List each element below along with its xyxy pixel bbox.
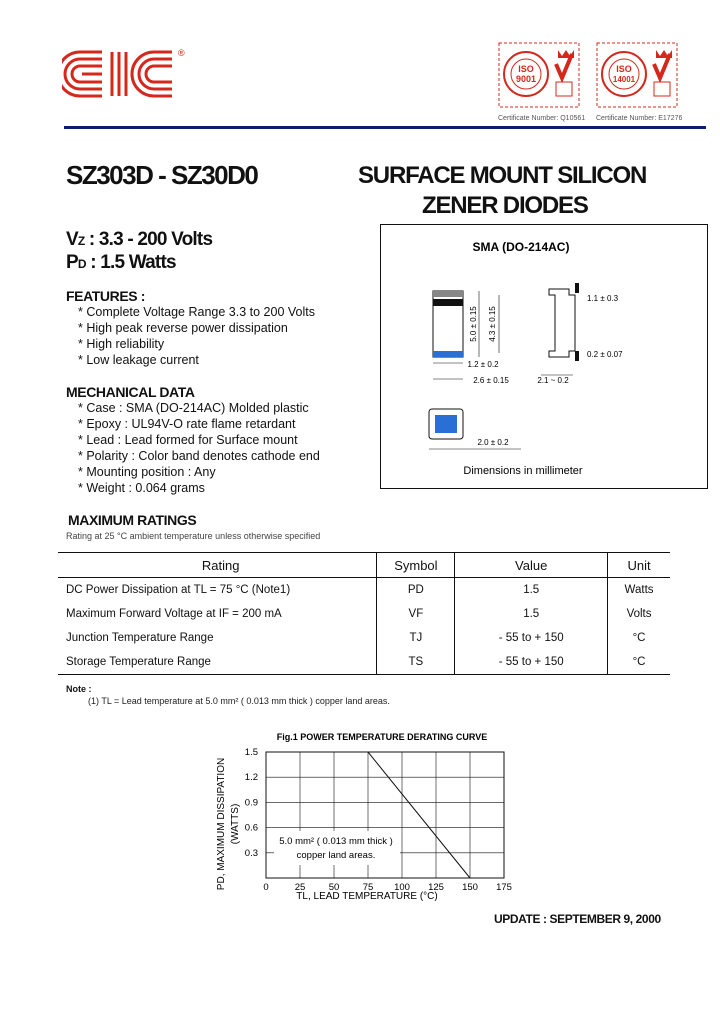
dim-lead-thickness: 0.2 ± 0.07 xyxy=(587,350,623,359)
dim-band: 1.2 ± 0.2 xyxy=(467,360,499,369)
cert1-number: Certificate Number: Q10561 xyxy=(498,115,586,122)
header-rule xyxy=(64,126,706,129)
x-tick-label: 50 xyxy=(328,882,340,893)
dim-length-inner: 4.3 ± 0.15 xyxy=(488,306,497,342)
x-tick-label: 0 xyxy=(263,882,269,893)
chart-ylabel-line2: (WATTS) xyxy=(230,803,241,845)
pd-spec: PD : 1.5 Watts xyxy=(66,252,176,273)
note-heading: Note : xyxy=(66,684,92,694)
feature-item: * High reliability xyxy=(78,337,165,351)
cell-symbol: TS xyxy=(377,650,455,675)
y-tick-label: 0.9 xyxy=(244,797,258,809)
package-outline-box xyxy=(380,224,708,489)
svg-text:ISO: ISO xyxy=(518,64,534,74)
cell-symbol: TJ xyxy=(377,626,455,650)
cert2-number: Certificate Number: E17276 xyxy=(596,115,683,122)
cell-rating: Storage Temperature Range xyxy=(58,650,377,675)
x-tick-label: 150 xyxy=(462,882,478,893)
dim-width: 2.6 ± 0.15 xyxy=(473,376,509,385)
cell-rating: DC Power Dissipation at TL = 75 °C (Note1) xyxy=(66,584,291,596)
cell-unit: °C xyxy=(608,650,670,675)
cell-symbol: PD xyxy=(377,578,455,603)
eic-logo xyxy=(62,44,192,102)
ratings-table xyxy=(58,552,670,675)
cell-symbol: VF xyxy=(377,602,455,626)
y-tick-label: 0.3 xyxy=(244,847,258,859)
cell-rating: Maximum Forward Voltage at IF = 200 mA xyxy=(66,608,282,620)
cell-unit: Watts xyxy=(608,578,670,603)
x-tick-label: 175 xyxy=(496,882,512,893)
product-title-line1: SURFACE MOUNT SILICON xyxy=(358,162,647,189)
table-header-row xyxy=(58,553,670,578)
y-tick-label: 1.5 xyxy=(244,747,258,758)
cell-value: 1.5 xyxy=(455,602,608,626)
dim-pad: 2.0 ± 0.2 xyxy=(477,438,509,447)
package-title: SMA (DO-214AC) xyxy=(472,240,570,254)
table-row xyxy=(58,602,670,626)
features-heading: FEATURES : xyxy=(66,288,145,304)
mechanical-item: * Weight : 0.064 grams xyxy=(78,481,205,495)
part-number: SZ303D - SZ30D0 xyxy=(66,160,258,190)
mechanical-item: * Lead : Lead formed for Surface mount xyxy=(78,433,298,447)
note-text: (1) TL = Lead temperature at 5.0 mm² ( 0.013 mm thick ) copper land areas. xyxy=(88,696,390,706)
dim-lead: 1.1 ± 0.3 xyxy=(587,294,619,303)
col-unit: Unit xyxy=(608,553,670,578)
y-tick-label: 1.2 xyxy=(244,772,258,784)
product-title-line2: ZENER DIODES xyxy=(422,192,588,219)
feature-item: * High peak reverse power dissipation xyxy=(78,321,288,335)
ratings-subheading: Rating at 25 °C ambient temperature unless otherwise specified xyxy=(66,531,321,541)
chart-xlabel: TL, LEAD TEMPERATURE (°C) xyxy=(296,891,438,902)
update-date: UPDATE : SEPTEMBER 9, 2000 xyxy=(494,912,661,926)
y-tick-label: 0.6 xyxy=(244,822,258,834)
chart-annotation-line2: copper land areas. xyxy=(296,850,376,861)
iso9001-badge xyxy=(498,42,586,122)
col-value: Value xyxy=(455,553,608,578)
registered-mark: ® xyxy=(178,48,185,58)
mechanical-item: * Case : SMA (DO-214AC) Molded plastic xyxy=(78,401,309,415)
table-row xyxy=(58,626,670,650)
svg-text:9001: 9001 xyxy=(515,74,537,84)
chart-annotation-line1: 5.0 mm² ( 0.013 mm thick ) xyxy=(279,836,393,847)
cell-rating: Junction Temperature Range xyxy=(66,632,214,644)
x-tick-label: 125 xyxy=(428,882,444,893)
cell-value: 1.5 xyxy=(455,578,608,603)
mechanical-heading: MECHANICAL DATA xyxy=(66,384,195,400)
cell-unit: Volts xyxy=(608,602,670,626)
cell-value: - 55 to + 150 xyxy=(455,650,608,675)
svg-text:14001: 14001 xyxy=(612,75,636,84)
chart-ylabel-line1: PD, MAXIMUM DISSIPATION xyxy=(216,757,227,891)
col-symbol: Symbol xyxy=(377,553,455,578)
mechanical-item: * Mounting position : Any xyxy=(78,465,216,479)
cell-value: - 55 to + 150 xyxy=(455,626,608,650)
feature-item: * Complete Voltage Range 3.3 to 200 Volts xyxy=(78,305,315,319)
ratings-heading: MAXIMUM RATINGS xyxy=(68,512,197,528)
derating-chart xyxy=(210,728,520,906)
table-row xyxy=(58,578,670,603)
dimensions-caption: Dimensions in millimeter xyxy=(463,465,583,477)
iso14001-badge xyxy=(596,42,683,122)
dim-height: 2.1 ~ 0.2 xyxy=(537,376,569,385)
svg-text:ISO: ISO xyxy=(616,64,632,74)
chart-title: Fig.1 POWER TEMPERATURE DERATING CURVE xyxy=(276,732,488,742)
feature-item: * Low leakage current xyxy=(78,353,199,367)
dim-length: 5.0 ± 0.15 xyxy=(469,306,478,342)
cell-unit: °C xyxy=(608,626,670,650)
x-tick-label: 25 xyxy=(294,882,306,893)
x-tick-label: 75 xyxy=(362,882,374,893)
mechanical-item: * Epoxy : UL94V-O rate flame retardant xyxy=(78,417,296,431)
x-tick-label: 100 xyxy=(394,882,410,893)
mechanical-item: * Polarity : Color band denotes cathode end xyxy=(78,449,320,463)
package-drawing xyxy=(381,225,707,488)
col-rating: Rating xyxy=(58,553,377,578)
table-row xyxy=(58,650,670,675)
vz-spec: VZ : 3.3 - 200 Volts xyxy=(66,229,213,250)
